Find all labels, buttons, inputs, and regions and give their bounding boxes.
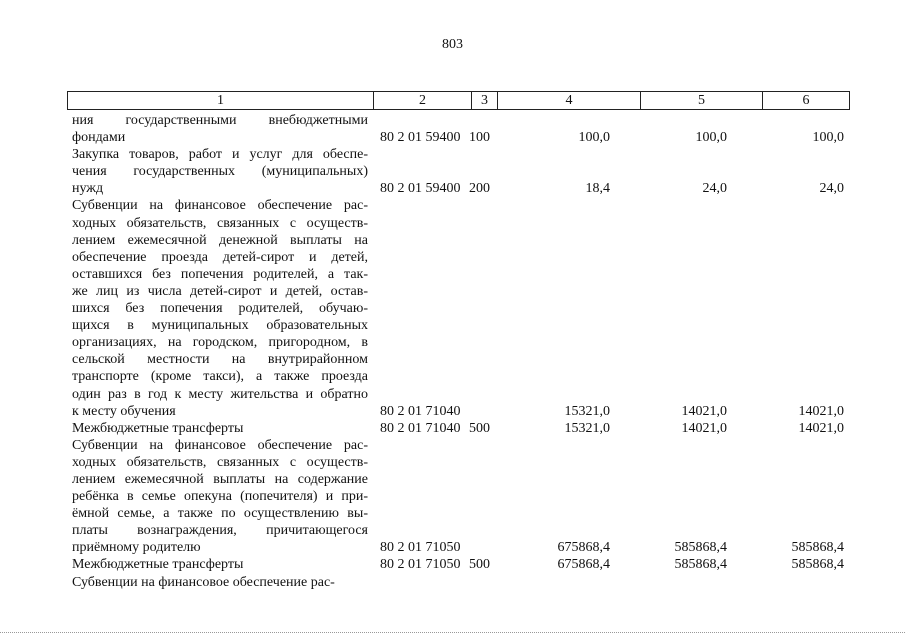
description-line: щихся в муниципальных образовательных (72, 318, 368, 334)
description-line: ходных обязательств, связанных с осуществ- (72, 454, 368, 470)
scan-edge (0, 632, 905, 635)
description-line: лением ежемесячной выплаты на содержание (72, 471, 368, 487)
row-description (72, 574, 368, 591)
description-line: чения государственных (муниципальных) (72, 164, 368, 180)
row-value-1: 675868,4 (557, 557, 610, 573)
table-row (72, 556, 850, 573)
description-line: же лиц из числа детей-сирот и детей, остав- (72, 283, 368, 299)
description-line: шихся без попечения родителей, обучаю- (72, 301, 368, 317)
row-value-2: 585868,4 (674, 540, 727, 556)
description-line: один раз в год к месту жительства и обратно (72, 386, 368, 402)
row-description (72, 556, 368, 573)
row-description (72, 420, 368, 437)
row-value-1: 15321,0 (564, 420, 610, 436)
row-value-3: 14021,0 (798, 403, 844, 419)
row-code: 80 2 01 59400 (380, 181, 461, 197)
row-value-2: 14021,0 (681, 420, 727, 436)
row-code: 80 2 01 71050 (380, 557, 461, 573)
row-value-1: 15321,0 (564, 403, 610, 419)
table-body (72, 112, 850, 591)
row-value-2: 24,0 (702, 181, 727, 197)
description-line: к месту обучения (72, 403, 176, 419)
row-code: 80 2 01 71040 (380, 403, 461, 419)
row-value-1: 100,0 (578, 130, 610, 146)
header-col-2: 2 (374, 92, 472, 109)
description-line: оставшихся без попечения родителей, а так- (72, 266, 368, 282)
description-line: фондами (72, 130, 126, 146)
row-description (72, 437, 368, 557)
table-row (72, 574, 850, 591)
row-type: 500 (469, 557, 490, 573)
header-col-3: 3 (472, 92, 498, 109)
table-row (72, 420, 850, 437)
header-col-1: 1 (68, 92, 374, 109)
description-line: нужд (72, 181, 104, 197)
row-type: 100 (469, 130, 490, 146)
row-type: 200 (469, 181, 490, 197)
table-header (67, 91, 850, 110)
description-line: лением ежемесячной денежной выплаты на (72, 232, 368, 248)
description-line: ёмной семье, а также по осуществлению вы- (72, 506, 368, 522)
row-value-2: 100,0 (695, 130, 727, 146)
row-description (72, 146, 368, 197)
description-line: Субвенции на финансовое обеспечение рас- (72, 437, 368, 453)
row-description (72, 112, 368, 146)
header-col-5: 5 (641, 92, 763, 109)
table-row (72, 437, 850, 557)
row-code: 80 2 01 71050 (380, 540, 461, 556)
row-code: 80 2 01 59400 (380, 130, 461, 146)
description-line: сельской местности на внутрирайонном (72, 352, 368, 368)
row-value-2: 14021,0 (681, 403, 727, 419)
row-value-1: 675868,4 (557, 540, 610, 556)
description-line: приёмному родителю (72, 540, 201, 556)
description-line: обеспечение проезда детей-сирот и детей, (72, 249, 368, 265)
row-value-3: 14021,0 (798, 420, 844, 436)
row-type: 500 (469, 420, 490, 436)
row-value-2: 585868,4 (674, 557, 727, 573)
table-row (72, 197, 850, 419)
header-col-4: 4 (498, 92, 641, 109)
description-line: Межбюджетные трансферты (72, 557, 244, 573)
row-value-1: 18,4 (585, 181, 610, 197)
description-line: ходных обязательств, связанных с осуществ- (72, 215, 368, 231)
row-value-3: 585868,4 (791, 557, 844, 573)
header-col-6: 6 (802, 93, 810, 108)
description-line: Субвенции на финансовое обеспечение рас- (72, 198, 368, 214)
description-line: Межбюджетные трансферты (72, 420, 244, 436)
row-value-3: 24,0 (819, 181, 844, 197)
description-line: платы вознаграждения, причитающегося (72, 523, 368, 539)
table-row (72, 146, 850, 197)
description-line: ребёнка в семье опекуна (попечителя) и при- (72, 489, 368, 505)
row-value-3: 585868,4 (791, 540, 844, 556)
description-line: ния государственными внебюджетными (72, 113, 368, 128)
description-line: организациях, на городском, пригородном, в (72, 335, 368, 351)
page-number: 803 (442, 37, 463, 52)
description-line: транспорте (кроме такси), а также проезда (72, 369, 368, 385)
row-code: 80 2 01 71040 (380, 420, 461, 436)
table-row (72, 112, 850, 146)
description-line: Закупка товаров, работ и услуг для обеспе- (72, 147, 368, 163)
description-line: Субвенции на финансовое обеспечение рас- (72, 574, 335, 590)
row-description (72, 197, 368, 419)
row-value-3: 100,0 (812, 130, 844, 146)
